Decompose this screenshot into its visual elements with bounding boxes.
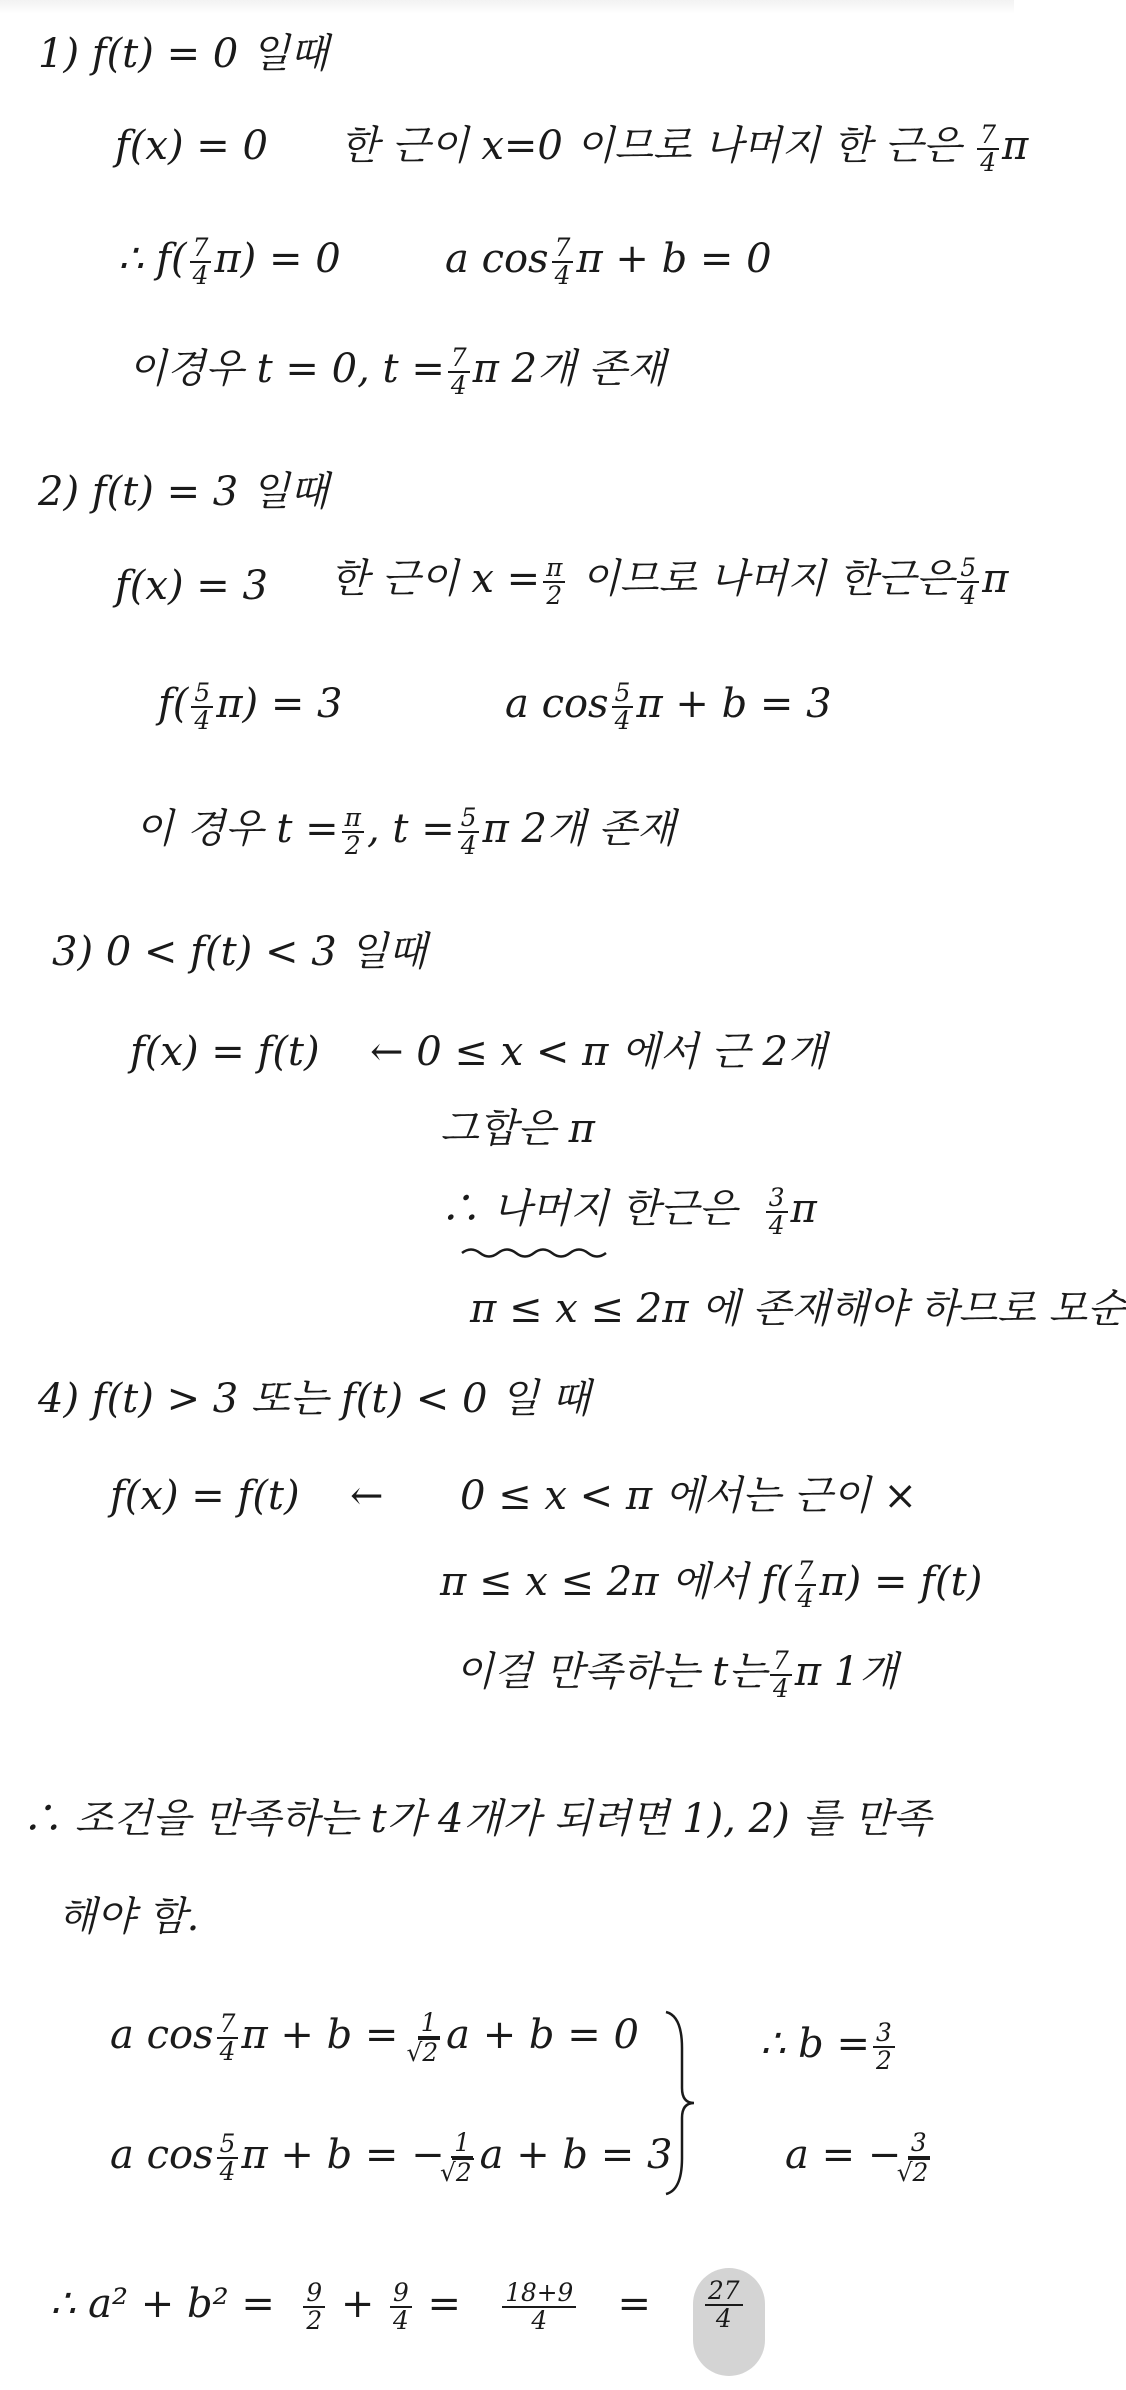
fraction: $\frac{3}{4}$ [766,1185,788,1239]
case2-line3: 이 경우 t = $\frac{\pi}{2}$ , t = $\frac{5}{4}$ π 2개 존재 [135,803,676,861]
fraction: $\frac{7}{4}$ [977,122,999,176]
case1-line1-right: 한 근이 x=0 이므로 나머지 한 근은 $\frac{7}{4}$ π [340,120,1029,178]
case3-line1-right: ← 0 ≤ x < π 에서 근 2개 [370,1029,827,1075]
case2-line2-left: f( $\frac{5}{4}$ π) = 3 [158,678,343,736]
wavy-underline [462,1246,612,1260]
fraction: $\frac{5}{4}$ [458,805,480,859]
case1-heading: 1) f(t) = 0 일때 [38,31,329,77]
case1-line1-text: 한 근이 x=0 이므로 나머지 한 근은 [340,123,962,170]
case3-line3: ∴ 나머지 한근은 $\frac{3}{4}$ π [440,1183,817,1241]
fraction: $\frac{9}{2}$ [303,2280,325,2334]
case4-line1-left: f(x) = f(t) [110,1473,300,1519]
right-brace [660,2008,700,2198]
result-a: a = − 3 √ 2 [785,2130,936,2186]
fraction: $\frac{9}{4}$ [390,2280,412,2334]
case3-line1-left: f(x) = f(t) [130,1029,320,1075]
fraction: $\frac{7}{4}$ [552,235,574,289]
fraction: $\frac{3}{2}$ [873,2020,895,2074]
equation-2: a cos $\frac{5}{4}$ π + b = − 1 √ 2 a + b = 3 [110,2130,672,2186]
fraction: $\frac{\pi}{2}$ [543,555,565,609]
case3-line2: 그합은 π [440,1106,595,1152]
case4-line2: π ≤ x ≤ 2π 에서 f( $\frac{7}{4}$ π) = f(t) [440,1556,983,1614]
fraction: $\frac{5}{4}$ [191,680,213,734]
fraction: $\frac{7}{4}$ [190,235,212,289]
conclusion-line1: ∴ 조건을 만족하는 t가 4개가 되려면 1), 2) 를 만족 [22,1796,932,1842]
fraction: $\frac{7}{4}$ [448,345,470,399]
fraction: 1 √ 2 [414,2010,443,2066]
answer-fraction: $\frac{27}{4}$ [705,2278,743,2332]
final-equation: ∴ a² + b² = $\frac{9}{2}$ + $\frac{9}{4}$ = $\frac{18+9}{4}$ = [50,2278,651,2336]
fraction: $\frac{7}{4}$ [770,1648,792,1702]
final-answer [702,2278,746,2332]
case1-line2-right: a cos $\frac{7}{4}$ π + b = 0 [445,233,772,291]
case1-line2-left: ∴ f( $\frac{7}{4}$ π) = 0 [118,233,341,291]
case4-line3: 이걸 만족하는 t는 $\frac{7}{4}$ π 1개 [455,1646,898,1704]
case1-line3: 이경우 t = 0, t = $\frac{7}{4}$ π 2개 존재 [128,343,666,401]
fraction: $\frac{5}{4}$ [612,680,634,734]
top-shadow [0,0,1014,14]
fraction: 1 √ 2 [448,2130,477,2186]
case4-line1-arrow: ← [350,1473,384,1519]
case2-line1-left: f(x) = 3 [115,563,268,609]
case2-heading: 2) f(t) = 3 일때 [38,469,329,515]
result-b: ∴ b = $\frac{3}{2}$ [760,2020,898,2074]
case3-heading: 3) 0 < f(t) < 3 일때 [52,929,427,975]
fraction: 3 √ 2 [904,2130,933,2186]
case4-line1-right: 0 ≤ x < π 에서는 근이 × [460,1473,918,1519]
case1-line1-left: f(x) = 0 [115,123,268,169]
fraction: $\frac{\pi}{2}$ [342,805,364,859]
conclusion-line2: 해야 함. [58,1894,200,1940]
case3-line4: π ≤ x ≤ 2π 에 존재해야 하므로 모순 [470,1286,1126,1332]
fraction: $\frac{7}{4}$ [217,2011,239,2065]
equation-1: a cos $\frac{7}{4}$ π + b = 1 √ 2 a + b = 0 [110,2010,639,2066]
fraction: $\frac{5}{4}$ [957,555,979,609]
fraction: $\frac{18+9}{4}$ [502,2280,576,2334]
fraction: $\frac{5}{4}$ [217,2131,239,2185]
case2-line2-right: a cos $\frac{5}{4}$ π + b = 3 [505,678,832,736]
fraction: $\frac{7}{4}$ [795,1558,817,1612]
case2-line1-right: 한 근이 x = $\frac{\pi}{2}$ 이므로 나머지 한근은 $\frac{5}{4}$ π [330,553,1009,611]
case4-heading: 4) f(t) > 3 또는 f(t) < 0 일 때 [38,1376,591,1422]
